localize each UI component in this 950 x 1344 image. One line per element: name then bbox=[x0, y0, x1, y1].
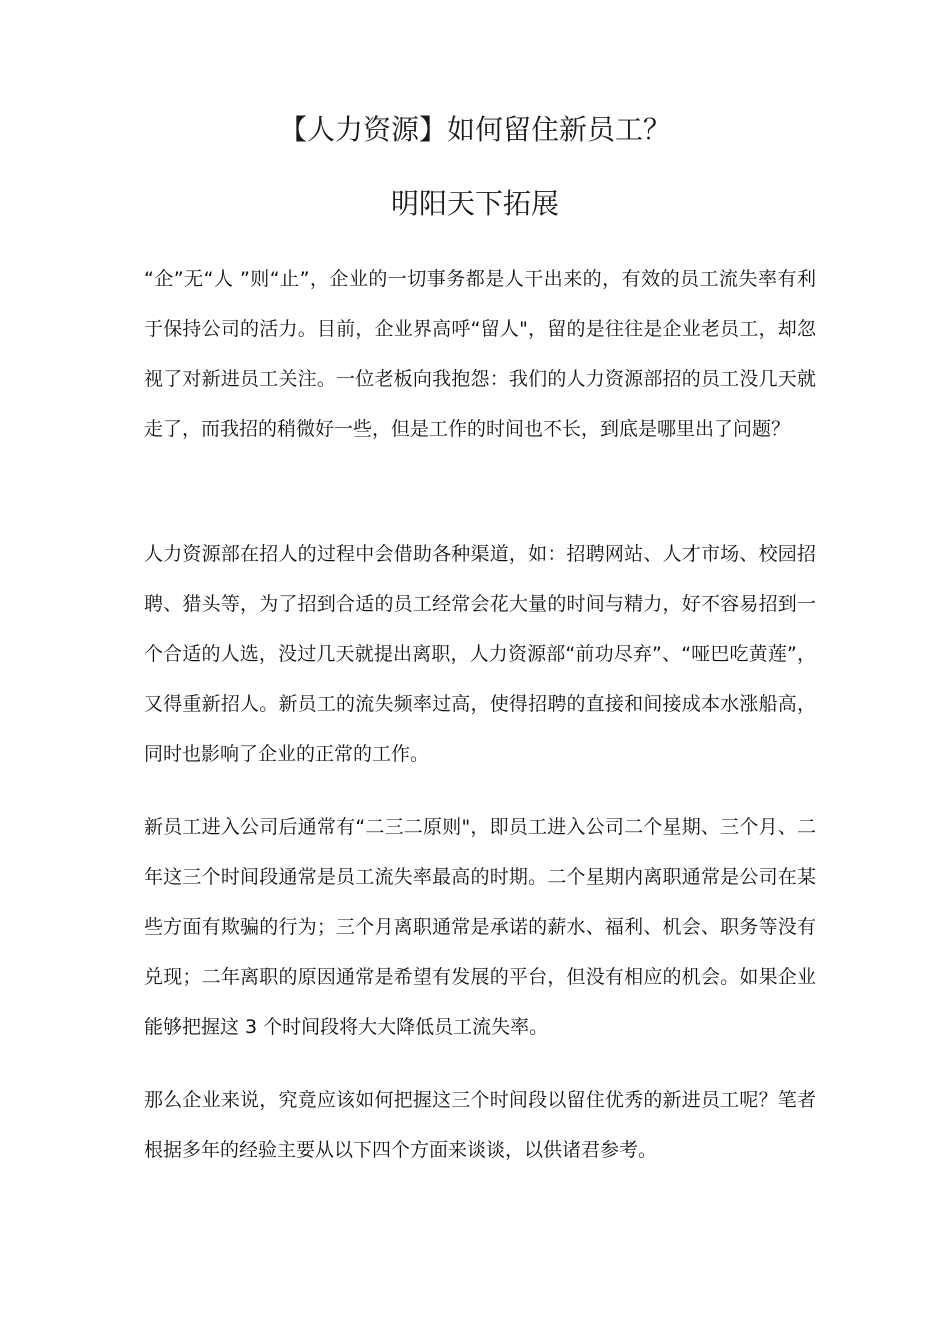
document-subtitle: 明阳天下拓展 bbox=[390, 187, 559, 220]
paragraph-232-rule: 新员工进入公司后通常有“二三二原则"，即员工进入公司二个星期、三个月、二年这三个时间段通常是员工流失率最高的时期。二个星期内离职通常是公司在某些方面有欺骗的行为；三个月离职通常是承诺的薪水、福利、机会、职务等没有兑现；二年离职的原因通常是希望有发展的平台，但没有相应的机会。如果企业能够把握这 3 个时间段将大大降低员工流失率。 bbox=[144, 816, 816, 1038]
paragraph-recruitment: 人力资源部在招人的过程中会借助各种渠道，如：招聘网站、人才市场、校园招聘、猎头等，为了招到合适的员工经常会花大量的时间与精力，好不容易招到一个合适的人选，没过几天就提出离职，人力资源部“前功尽弃”、“哑巴吃黄莲”，又得重新招人。新员工的流失频率过高，使得招聘的直接和间接成本水涨船高，同时也影响了企业的正常的工作。 bbox=[144, 543, 816, 765]
paragraph-intro: “企”无“人 ”则“止”，企业的一切事务都是人干出来的，有效的员工流失率有利于保持公司的活力。目前，企业界高呼“留人"，留的是往往是企业老员工，却忽视了对新进员工关注。一位老板向我抱怨：我们的人力资源部招的员工没几天就走了，而我招的稍微好一些，但是工作的时间也不长，到底是哪里出了问题？ bbox=[144, 268, 816, 440]
document-title: 【人力资源】如何留住新员工？ bbox=[278, 113, 671, 146]
paragraph-conclusion: 那么企业来说，究竟应该如何把握这三个时间段以留住优秀的新进员工呢？笔者根据多年的经验主要从以下四个方面来谈谈，以供诸君参考。 bbox=[144, 1089, 816, 1161]
